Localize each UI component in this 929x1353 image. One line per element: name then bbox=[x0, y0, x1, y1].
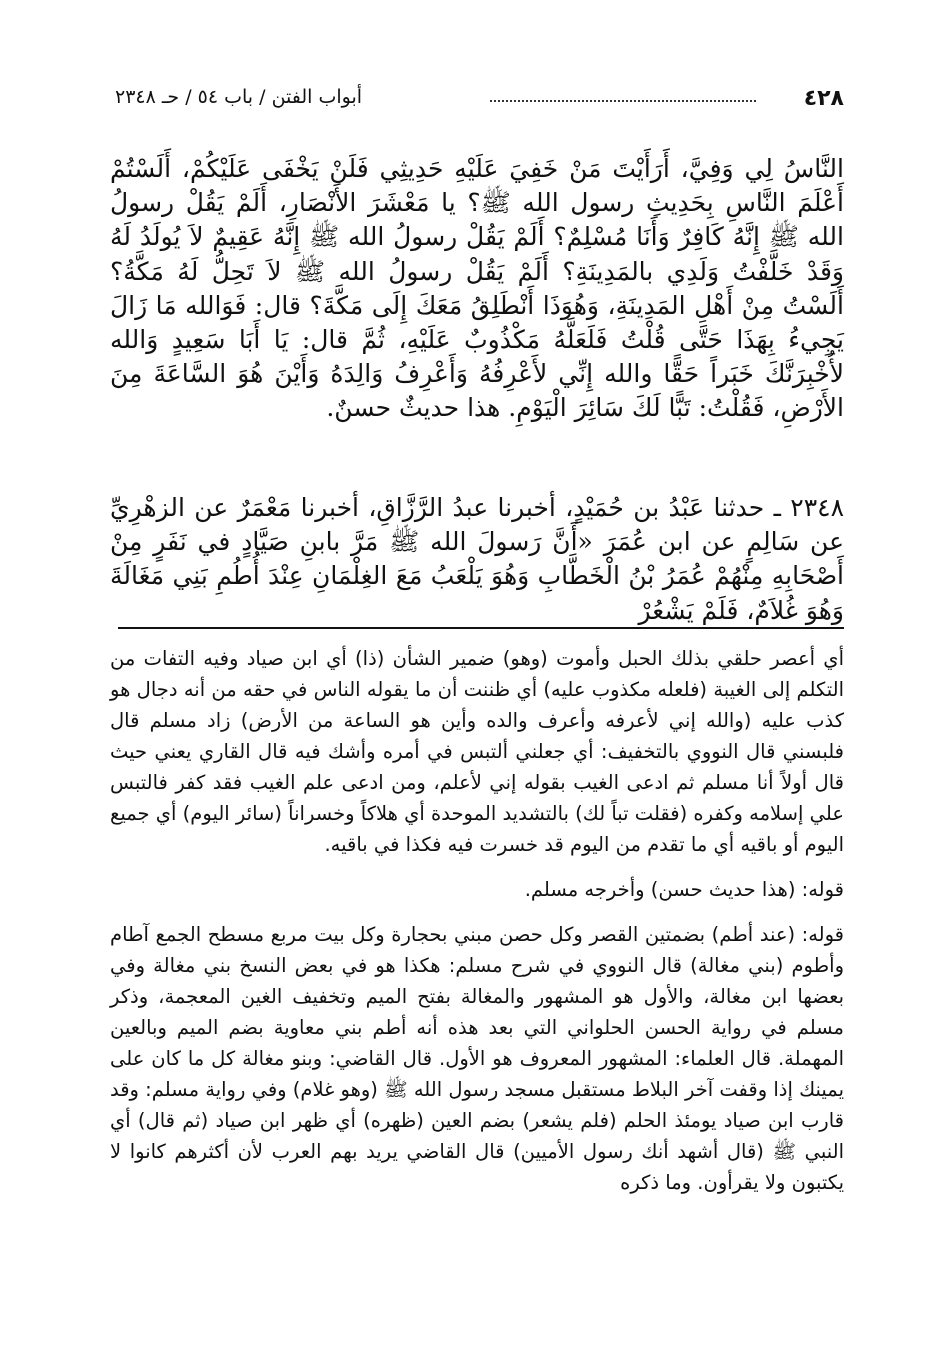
running-header bbox=[115, 86, 844, 118]
separator-rule bbox=[118, 627, 844, 629]
hadith-text-top bbox=[110, 152, 844, 426]
commentary-paragraph: قوله: (هذا حديث حسن) وأخرجه مسلم. bbox=[524, 878, 844, 901]
running-title: أبواب الفتن / باب ٥٤ / حـ ٢٣٤٨ bbox=[115, 86, 363, 108]
dotted-leader bbox=[490, 100, 756, 102]
hadith-paragraph: ٢٣٤٨ ـ حدثنا عَبْدُ بن حُمَيْدٍ، أخبرنا عبدُ الرَّزَّاقِ، أخبرنا مَعْمَرٌ عن الزهْرِيِّ عن سَالِمٍ عن ابن عُمَرَ «أَنَّ رَسولَ الله ﷺ مَرَّ بابنِ صَيَّادٍ في نَفَرٍ مِنْ أَصْحَابِهِ مِنْهُمْ عُمَرُ بْنُ الْخَطَّابِ وَهُوَ يَلْعَبُ مَعَ الغِلْمَانِ عِنْدَ أُطُمِ بَنِي مَغَالَةَ وَهُوَ غُلاَمٌ، فَلَمْ يَشْعُرْ bbox=[110, 493, 844, 625]
commentary-paragraph: قوله: (عند أطم) بضمتين القصر وكل حصن مبني بحجارة وكل بيت مربع مسطح الجمع آطام وأطوم (بني مغالة) قال النووي في شرح مسلم: هكذا هو في بعض النسخ بني مغالة وفي بعضها ابن مغالة، والأول هو المشهور والمغالة بفتح الميم وتخفيف الغين المعجمة، وذكر مسلم في رواية الحسن الحلواني التي بعد هذه أنه أطم بني معاوية بضم الميم وبالعين المهملة. قال العلماء: المشهور المعروف هو الأول. قال القاضي: وبنو مغالة كل ما كان على يمينك إذا وقفت آخر البلاط مستقبل مسجد رسول الله ﷺ (وهو غلام) وفي رواية مسلم: وقد قارب ابن صياد يومئذ الحلم (فلم يشعر) بضم العين (ظهره) أي ظهر ابن صياد (ثم قال) أي النبي ﷺ (قال أشهد أنك رسول الأميين) قال القاضي يريد بهم العرب لأن أكثرهم كانوا لا يكتبون ولا يقرأون. وما ذكره bbox=[110, 923, 844, 1194]
commentary-section bbox=[110, 643, 844, 1212]
page-number: ٤٢٨ bbox=[803, 86, 844, 111]
commentary-paragraph: أي أعصر حلقي بذلك الحبل وأموت (وهو) ضمير الشأن (ذا) أي ابن صياد وفيه التفات من التكلم إلى الغيبة (فلعله مكذوب عليه) أي ظننت أن ما يقوله الناس في حقه من أنه دجال هو كذب عليه (والله إني لأعرفه وأعرف والده وأين هو الساعة من الأرض) زاد مسلم قال فلبسني قال النووي بالتخفيف: أي جعلني ألتبس في أمره وأشك فيه قال القاري يعني حيث قال أولاً أنا مسلم ثم ادعى الغيب بقوله إني لأعلم، ومن ادعى علم الغيب فقد كفر فالتبس علي إسلامه وكفره (فقلت تباً لك) بالتشديد الموحدة أي هلاكاً وخسراناً (سائر اليوم) أي جميع اليوم أو باقيه أي ما تقدم من اليوم قد خسرت فيه فكذا في باقيه. bbox=[110, 647, 844, 856]
hadith-paragraph: النَّاسُ لِي وَفِيَّ، أَرَأَيْتَ مَنْ خَفِيَ عَلَيْهِ حَدِيثِي فَلَنْ يَخْفَى عَلَيْكُمْ، أَلَسْتُمْ أَعْلَمَ النَّاسِ بِحَدِيثِ رسول الله ﷺ؟ يا مَعْشَرَ الأَنْصَارِ، أَلَمْ يَقُلْ رسولُ الله ﷺ إِنَّهُ كَافِرٌ وَأَنَا مُسْلِمٌ؟ أَلَمْ يَقُلْ رسولُ الله ﷺ إِنَّهُ عَقِيمٌ لاَ يُولَدُ لَهُ وَقَدْ خَلَّفْتُ وَلَدِي بالمَدِينَةِ؟ أَلَمْ يَقُلْ رسولُ الله ﷺ لاَ تَحِلُّ لَهُ مَكَّةُ؟ أَلَسْتُ مِنْ أَهْلِ المَدِينَةِ، وَهُوَذَا أَنْطَلِقُ مَعَكَ إِلَى مَكَّةَ؟ قال: فَوَالله مَا زَالَ يَجِيءُ بِهَذَا حَتَّى قُلْتُ فَلَعَلَّهُ مَكْذُوبٌ عَلَيْهِ، ثُمَّ قال: يَا أَبَا سَعِيدٍ وَالله لأُخْبِرَنَّكَ خَبَراً حَقًّا والله إِنِّي لأَعْرِفُهُ وَأَعْرِفُ وَالِدَهُ وَأَيْنَ هُوَ السَّاعَةَ مِنَ الأَرْضِ، فَقُلْتُ: تَبًّا لَكَ سَائِرَ الْيَوْمِ. هذا حديثٌ حسنٌ. bbox=[110, 154, 844, 423]
hadith-2348 bbox=[110, 491, 844, 628]
